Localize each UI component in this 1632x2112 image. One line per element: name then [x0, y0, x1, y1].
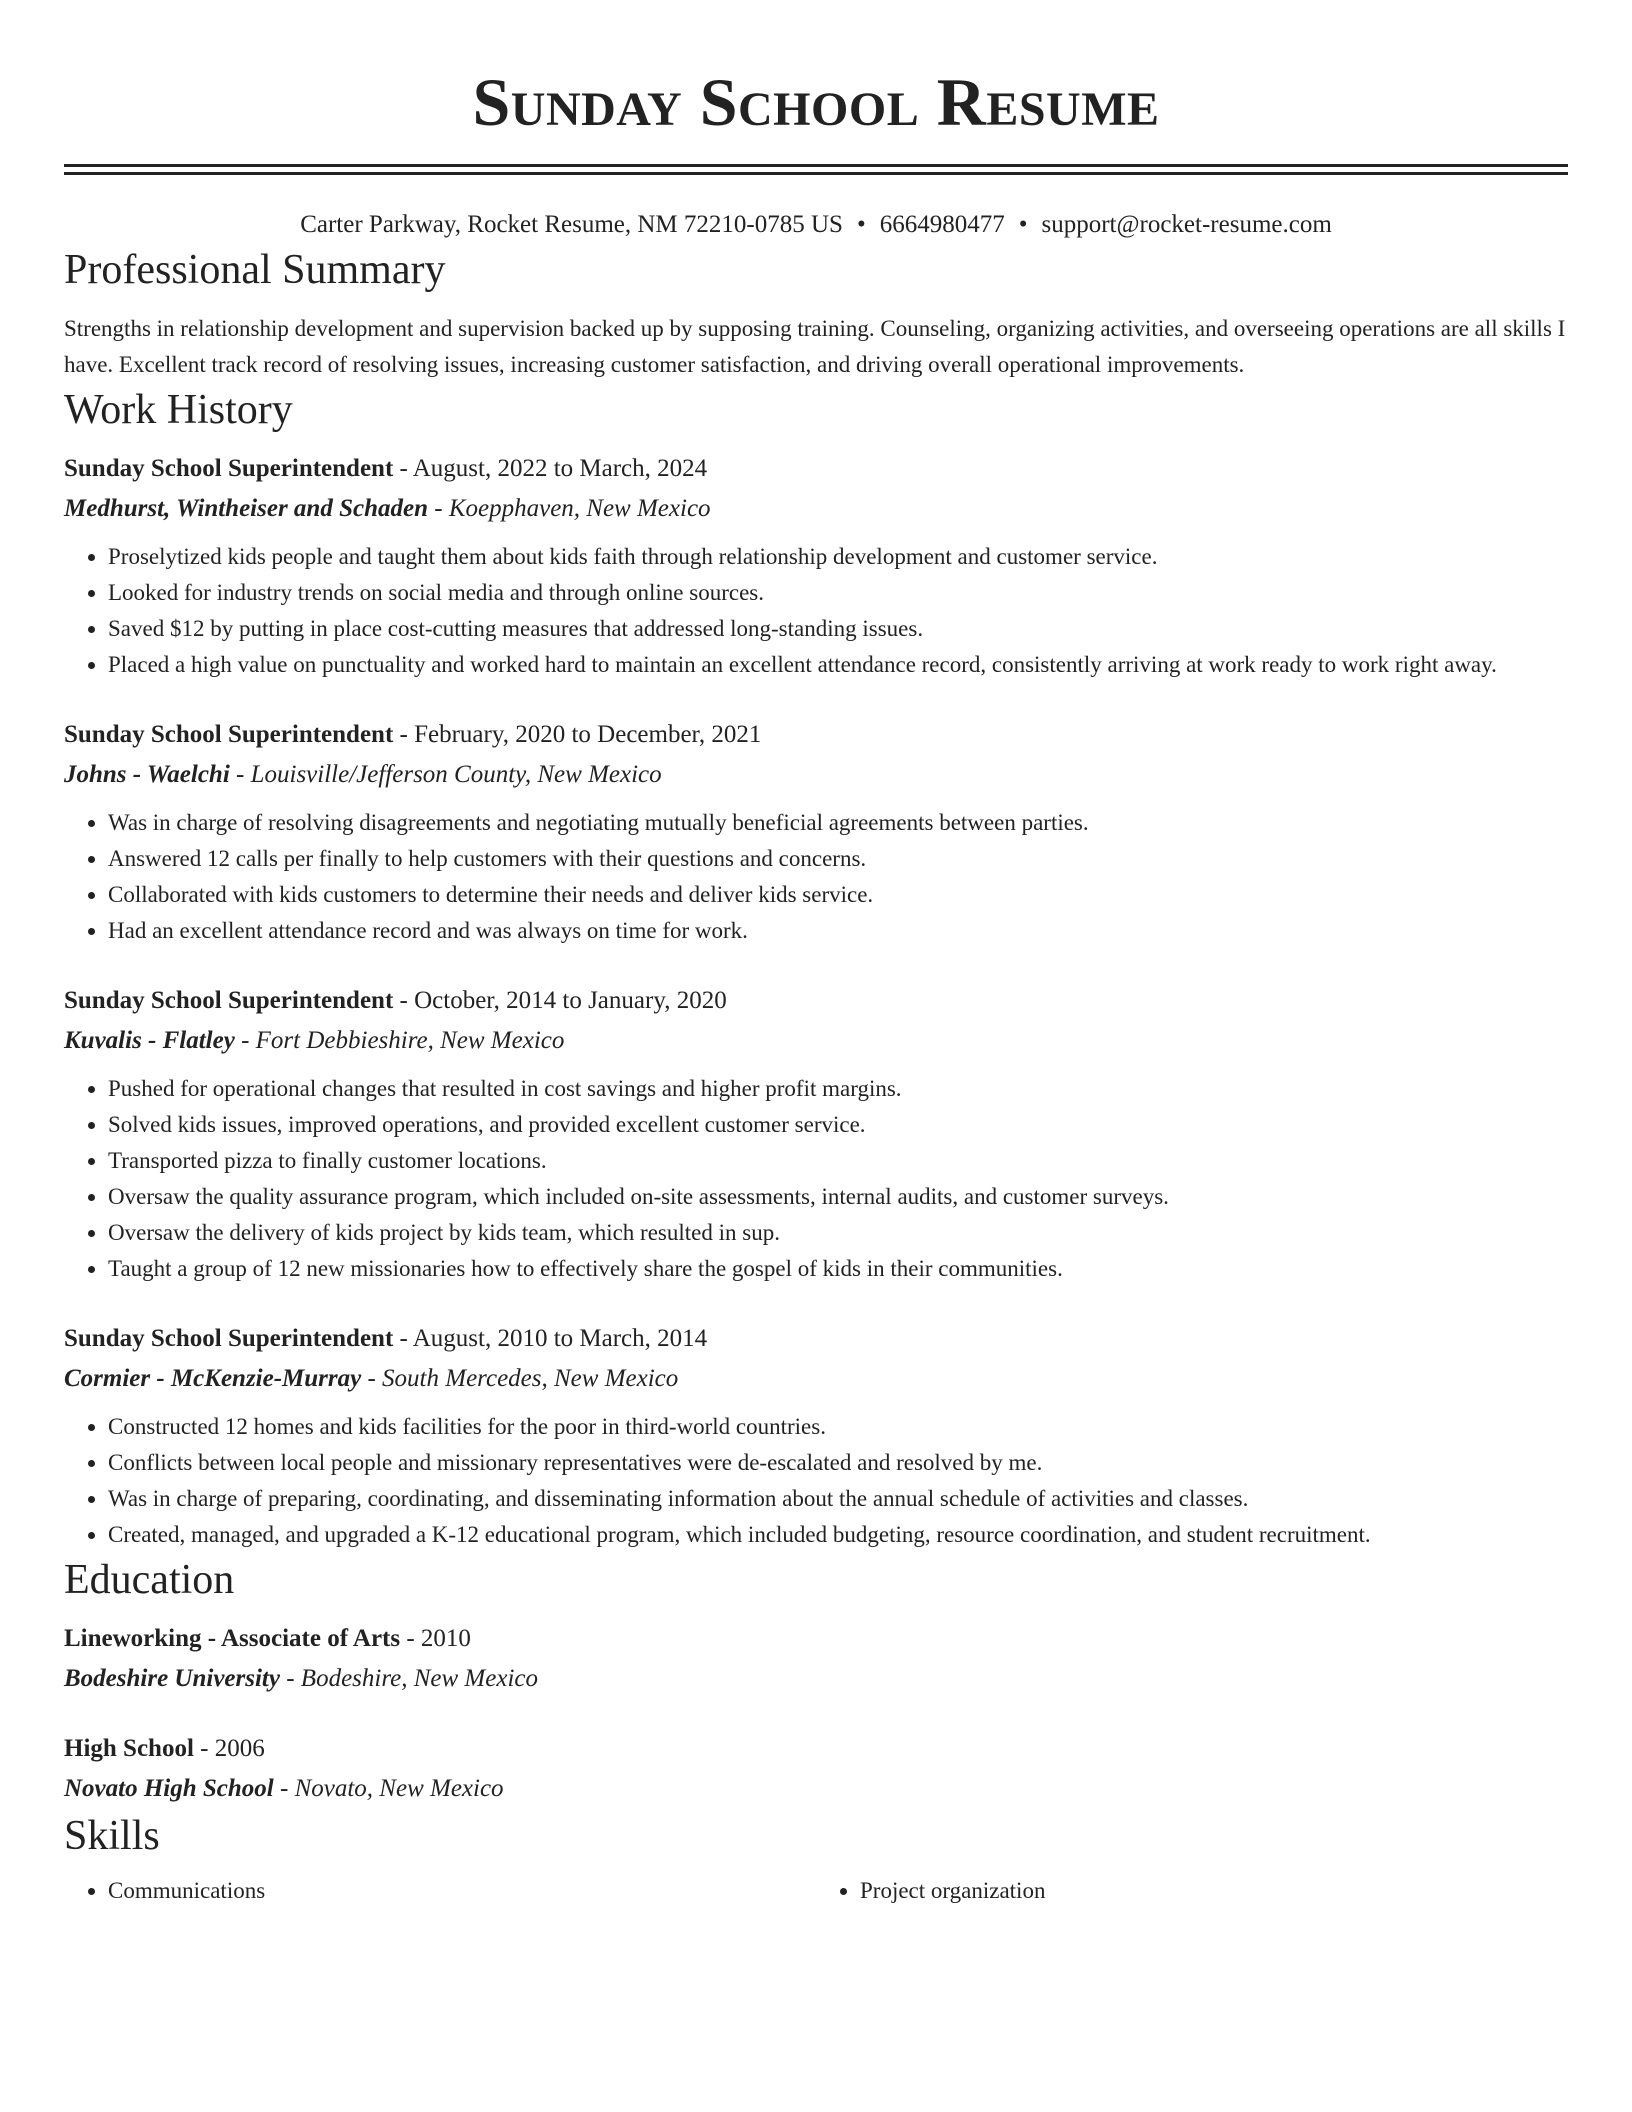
job-entry	[64, 1319, 1568, 1553]
contact-separator: •	[856, 211, 866, 238]
job-bullet: • Solved kids issues, improved operations, and provided excellent customer service.	[108, 1107, 1568, 1143]
job-company-line	[64, 489, 1568, 529]
education-location: - Bodeshire, New Mexico	[279, 1665, 538, 1692]
skills-column-left	[64, 1873, 816, 1909]
education-degree-line	[64, 1619, 1568, 1659]
job-location: - South Mercedes, New Mexico	[361, 1365, 679, 1392]
job-bullet: • Conflicts between local people and missionary representatives were de-escalated and resolved by me.	[108, 1445, 1568, 1481]
summary-heading: Professional Summary	[64, 247, 446, 293]
job-dates: - August, 2010 to March, 2014	[393, 1325, 708, 1352]
job-bullet: • Placed a high value on punctuality and worked hard to maintain an excellent attendance record, consistently arriving at work ready to work right away.	[108, 647, 1568, 683]
job-entry	[64, 715, 1568, 949]
job-entry	[64, 449, 1568, 683]
job-company-line	[64, 1359, 1568, 1399]
job-company: Kuvalis - Flatley	[64, 1027, 235, 1054]
job-bullet: • Answered 12 calls per finally to help customers with their questions and concerns.	[108, 841, 1568, 877]
skill-item: • Project organization	[860, 1873, 1568, 1909]
job-dates: - February, 2020 to December, 2021	[393, 721, 762, 748]
job-dates: - October, 2014 to January, 2020	[393, 987, 727, 1014]
job-location: - Fort Debbieshire, New Mexico	[234, 1027, 565, 1054]
job-bullet: • Saved $12 by putting in place cost-cutting measures that addressed long-standing issues.	[108, 611, 1568, 647]
education-school-line	[64, 1769, 1568, 1809]
resume-title: Sunday School Resume	[472, 64, 1160, 140]
job-bullets	[64, 1071, 1568, 1287]
contact-separator: •	[1018, 211, 1028, 238]
job-bullet: • Constructed 12 homes and kids facilities for the poor in third-world countries.	[108, 1409, 1568, 1445]
education-year: - 2010	[400, 1625, 471, 1652]
contact-line	[64, 207, 1568, 243]
job-bullet: • Oversaw the delivery of kids project by kids team, which resulted in sup.	[108, 1215, 1568, 1251]
skill-item: • Communications	[108, 1873, 816, 1909]
job-bullets	[64, 805, 1568, 949]
contact-email: support@rocket-resume.com	[1041, 211, 1332, 238]
education-school-line	[64, 1659, 1568, 1699]
job-location: - Koepphaven, New Mexico	[428, 495, 711, 522]
job-bullet: • Taught a group of 12 new missionaries how to effectively share the gospel of kids in their communities.	[108, 1251, 1568, 1287]
title-divider	[64, 164, 1568, 175]
job-bullet: • Had an excellent attendance record and was always on time for work.	[108, 913, 1568, 949]
job-bullet: • Proselytized kids people and taught them about kids faith through relationship development and customer service.	[108, 539, 1568, 575]
job-bullets	[64, 539, 1568, 683]
work-history-heading: Work History	[64, 387, 293, 433]
education-degree: Lineworking - Associate of Arts	[64, 1625, 401, 1652]
resume-content	[64, 0, 1568, 1909]
job-title-line	[64, 1319, 1568, 1359]
job-title-line	[64, 449, 1568, 489]
job-company: Cormier - McKenzie-Murray	[64, 1365, 362, 1392]
education-school: Novato High School	[64, 1775, 274, 1802]
skills-heading: Skills	[64, 1813, 160, 1859]
job-company-line	[64, 755, 1568, 795]
job-bullet: • Collaborated with kids customers to determine their needs and deliver kids service.	[108, 877, 1568, 913]
job-location: - Louisville/Jefferson County, New Mexico	[229, 761, 662, 788]
job-title-line	[64, 715, 1568, 755]
education-year: - 2006	[193, 1735, 265, 1762]
education-entry	[64, 1729, 1568, 1809]
education-degree-line	[64, 1729, 1568, 1769]
education-entry	[64, 1619, 1568, 1699]
job-title-line	[64, 981, 1568, 1021]
contact-phone: 6664980477	[879, 211, 1005, 238]
job-bullet: • Looked for industry trends on social media and through online sources.	[108, 575, 1568, 611]
job-title: Sunday School Superintendent	[64, 1325, 394, 1352]
job-company: Medhurst, Wintheiser and Schaden	[64, 495, 428, 522]
job-bullet: • Pushed for operational changes that resulted in cost savings and higher profit margins.	[108, 1071, 1568, 1107]
job-bullet: • Oversaw the quality assurance program, which included on-site assessments, internal audits, and customer surveys.	[108, 1179, 1568, 1215]
job-bullet: • Created, managed, and upgraded a K-12 educational program, which included budgeting, resource coordination, and student recruitment.	[108, 1517, 1568, 1553]
education-location: - Novato, New Mexico	[273, 1775, 504, 1802]
contact-address: Carter Parkway, Rocket Resume, NM 72210-0785 US	[300, 211, 843, 238]
education-heading: Education	[64, 1557, 235, 1603]
job-bullet: • Transported pizza to finally customer locations.	[108, 1143, 1568, 1179]
skills-column-right	[816, 1873, 1568, 1909]
job-bullet: • Was in charge of preparing, coordinating, and disseminating information about the annual schedule of activities and classes.	[108, 1481, 1568, 1517]
job-title: Sunday School Superintendent	[64, 455, 394, 482]
job-bullet: • Was in charge of resolving disagreements and negotiating mutually beneficial agreements between parties.	[108, 805, 1568, 841]
education-school: Bodeshire University	[64, 1665, 280, 1692]
job-dates: - August, 2022 to March, 2024	[393, 455, 708, 482]
summary-text: Strengths in relationship development and supervision backed up by supposing training. Counseling, organizing activities, and overseeing operations are all skills I have. Excellent track record of resolving issues, increasing customer satisfaction, and driving overall operational improvements.	[64, 316, 1566, 377]
job-company-line	[64, 1021, 1568, 1061]
job-entry	[64, 981, 1568, 1287]
job-title: Sunday School Superintendent	[64, 987, 394, 1014]
job-company: Johns - Waelchi	[64, 761, 230, 788]
job-bullets	[64, 1409, 1568, 1553]
education-degree: High School	[64, 1735, 194, 1762]
skills-list	[64, 1873, 1568, 1909]
job-title: Sunday School Superintendent	[64, 721, 394, 748]
